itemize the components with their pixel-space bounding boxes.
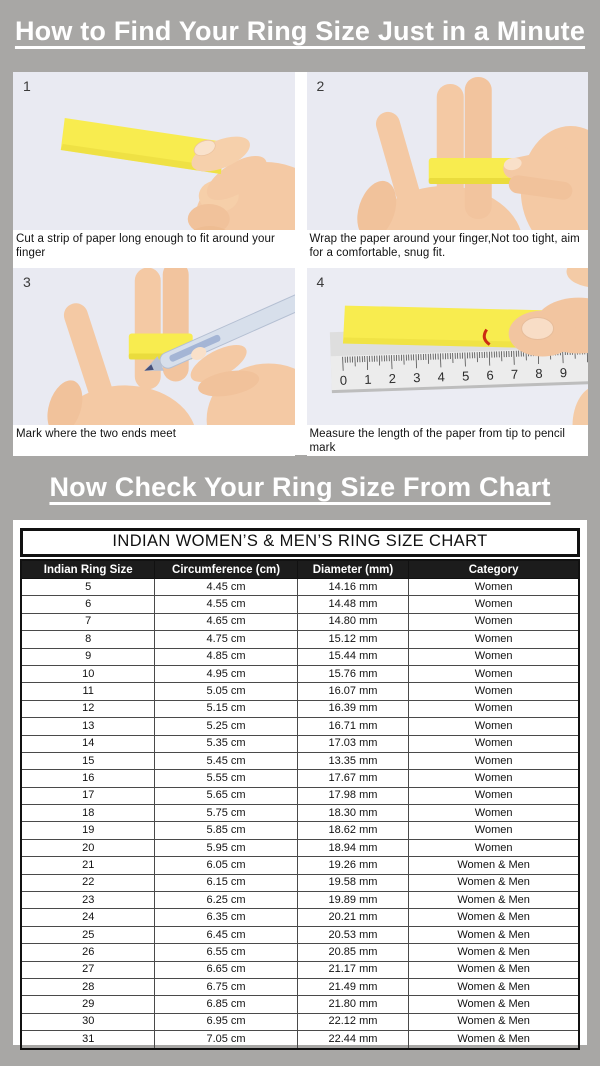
- ruler-number: 7: [510, 366, 518, 382]
- table-cell: 29: [21, 996, 155, 1013]
- step-1-caption: Cut a strip of paper long enough to fit around your finger: [13, 230, 295, 262]
- table-cell: 8: [21, 631, 155, 648]
- table-cell: 17.03 mm: [297, 735, 409, 752]
- table-cell: 5: [21, 579, 155, 596]
- table-cell: Women & Men: [409, 1013, 579, 1030]
- table-cell: 18: [21, 805, 155, 822]
- table-cell: 5.95 cm: [155, 839, 297, 856]
- table-row: [21, 718, 579, 735]
- step-3-number: 3: [23, 274, 31, 290]
- ruler-number: 2: [387, 370, 396, 387]
- table-cell: 6.85 cm: [155, 996, 297, 1013]
- step-4: [307, 268, 589, 456]
- table-row: [21, 735, 579, 752]
- table-row: [21, 787, 579, 804]
- table-cell: Women & Men: [409, 892, 579, 909]
- table-cell: 22: [21, 874, 155, 891]
- size-chart-table: [20, 559, 580, 1050]
- step-1: [13, 72, 295, 262]
- table-cell: Women: [409, 579, 579, 596]
- table-row: [21, 579, 579, 596]
- table-row: [21, 874, 579, 891]
- table-cell: 16.07 mm: [297, 683, 409, 700]
- page-title: How to Find Your Ring Size Just in a Minute: [14, 16, 586, 46]
- table-cell: 21.17 mm: [297, 961, 409, 978]
- step-3: [13, 268, 295, 456]
- table-cell: Women: [409, 718, 579, 735]
- table-cell: 9: [21, 648, 155, 665]
- ruler-illustration: [307, 268, 589, 425]
- table-cell: 18.62 mm: [297, 822, 409, 839]
- table-cell: Women & Men: [409, 926, 579, 943]
- table-cell: 6.25 cm: [155, 892, 297, 909]
- table-cell: 4.95 cm: [155, 665, 297, 682]
- table-cell: 15.76 mm: [297, 665, 409, 682]
- ruler-number: 8: [534, 365, 543, 382]
- table-cell: 5.45 cm: [155, 752, 297, 769]
- table-cell: 23: [21, 892, 155, 909]
- table-row: [21, 596, 579, 613]
- size-table-body: [21, 579, 579, 1049]
- step-2-photo: [307, 72, 589, 230]
- step-2-caption: Wrap the paper around your finger,Not too tight, aim for a comfortable, snug fit.: [307, 230, 589, 262]
- table-cell: 6.75 cm: [155, 978, 297, 995]
- table-cell: 5.65 cm: [155, 787, 297, 804]
- step-4-number: 4: [316, 274, 325, 290]
- table-cell: 26: [21, 944, 155, 961]
- table-cell: 10: [21, 665, 155, 682]
- table-cell: Women: [409, 613, 579, 630]
- step-3-photo: [13, 268, 295, 425]
- table-row: [21, 805, 579, 822]
- table-cell: Women & Men: [409, 1031, 579, 1049]
- table-row: [21, 892, 579, 909]
- table-cell: Women: [409, 805, 579, 822]
- column-header: Circumference (cm): [155, 560, 297, 579]
- table-row: [21, 752, 579, 769]
- ruler-number: 6: [485, 367, 494, 383]
- table-row: [21, 996, 579, 1013]
- table-row: [21, 770, 579, 787]
- paper-strip-illustration: [13, 72, 295, 230]
- table-cell: 6.65 cm: [155, 961, 297, 978]
- table-cell: Women: [409, 822, 579, 839]
- table-cell: 4.65 cm: [155, 613, 297, 630]
- table-cell: 5.35 cm: [155, 735, 297, 752]
- table-row: [21, 926, 579, 943]
- table-row: [21, 683, 579, 700]
- ruler-number: 9: [559, 364, 567, 381]
- table-cell: 17.67 mm: [297, 770, 409, 787]
- table-cell: 5.05 cm: [155, 683, 297, 700]
- table-cell: 5.85 cm: [155, 822, 297, 839]
- table-cell: 28: [21, 978, 155, 995]
- table-cell: 14.16 mm: [297, 579, 409, 596]
- table-cell: 21: [21, 857, 155, 874]
- table-cell: Women & Men: [409, 978, 579, 995]
- ruler-number: 0: [339, 372, 347, 388]
- table-cell: 19: [21, 822, 155, 839]
- column-header: Diameter (mm): [297, 560, 409, 579]
- table-cell: 18.94 mm: [297, 839, 409, 856]
- step-3-caption: Mark where the two ends meet: [13, 425, 295, 456]
- step-1-photo: [13, 72, 295, 230]
- table-cell: 16: [21, 770, 155, 787]
- table-cell: 5.15 cm: [155, 700, 297, 717]
- table-cell: 14.48 mm: [297, 596, 409, 613]
- table-cell: 22.44 mm: [297, 1031, 409, 1049]
- wrap-finger-illustration: [307, 72, 589, 230]
- step-4-photo: [307, 268, 589, 425]
- table-row: [21, 700, 579, 717]
- steps-grid: [13, 72, 588, 455]
- step-2: [307, 72, 589, 262]
- table-cell: 6.15 cm: [155, 874, 297, 891]
- table-cell: 17.98 mm: [297, 787, 409, 804]
- ruler-number: 5: [461, 368, 470, 384]
- table-row: [21, 857, 579, 874]
- table-row: [21, 839, 579, 856]
- table-row: [21, 613, 579, 630]
- table-cell: 16.71 mm: [297, 718, 409, 735]
- table-cell: 21.80 mm: [297, 996, 409, 1013]
- step-1-number: 1: [23, 78, 31, 94]
- table-cell: Women: [409, 770, 579, 787]
- table-cell: Women: [409, 735, 579, 752]
- table-cell: 15: [21, 752, 155, 769]
- table-row: [21, 631, 579, 648]
- table-cell: 6.55 cm: [155, 944, 297, 961]
- table-cell: 7.05 cm: [155, 1031, 297, 1049]
- table-row: [21, 1031, 579, 1049]
- table-cell: 4.55 cm: [155, 596, 297, 613]
- table-row: [21, 944, 579, 961]
- table-cell: 19.58 mm: [297, 874, 409, 891]
- column-header: Indian Ring Size: [21, 560, 155, 579]
- table-cell: 12: [21, 700, 155, 717]
- table-cell: Women & Men: [409, 996, 579, 1013]
- table-cell: 4.45 cm: [155, 579, 297, 596]
- table-row: [21, 978, 579, 995]
- table-cell: 11: [21, 683, 155, 700]
- table-row: [21, 961, 579, 978]
- table-cell: Women & Men: [409, 909, 579, 926]
- table-cell: 14.80 mm: [297, 613, 409, 630]
- table-cell: 7: [21, 613, 155, 630]
- table-row: [21, 1013, 579, 1030]
- table-cell: 6.35 cm: [155, 909, 297, 926]
- table-cell: 13.35 mm: [297, 752, 409, 769]
- table-cell: 4.75 cm: [155, 631, 297, 648]
- table-cell: 14: [21, 735, 155, 752]
- table-cell: 24: [21, 909, 155, 926]
- table-cell: Women: [409, 683, 579, 700]
- table-cell: 5.75 cm: [155, 805, 297, 822]
- table-cell: Women: [409, 839, 579, 856]
- table-cell: 20.21 mm: [297, 909, 409, 926]
- table-cell: Women & Men: [409, 874, 579, 891]
- table-cell: 6: [21, 596, 155, 613]
- mark-pen-illustration: [13, 268, 295, 425]
- table-cell: 4.85 cm: [155, 648, 297, 665]
- table-cell: 20: [21, 839, 155, 856]
- table-cell: 16.39 mm: [297, 700, 409, 717]
- table-cell: Women: [409, 752, 579, 769]
- table-cell: 19.26 mm: [297, 857, 409, 874]
- table-cell: Women: [409, 631, 579, 648]
- table-cell: 6.95 cm: [155, 1013, 297, 1030]
- table-cell: 5.25 cm: [155, 718, 297, 735]
- table-cell: 6.05 cm: [155, 857, 297, 874]
- size-chart-card: [13, 520, 587, 1045]
- table-cell: 17: [21, 787, 155, 804]
- table-cell: 22.12 mm: [297, 1013, 409, 1030]
- table-cell: 30: [21, 1013, 155, 1030]
- table-cell: Women & Men: [409, 961, 579, 978]
- table-row: [21, 909, 579, 926]
- table-cell: Women: [409, 596, 579, 613]
- table-cell: 20.85 mm: [297, 944, 409, 961]
- table-cell: 18.30 mm: [297, 805, 409, 822]
- table-cell: 6.45 cm: [155, 926, 297, 943]
- table-cell: 20.53 mm: [297, 926, 409, 943]
- table-row: [21, 822, 579, 839]
- table-cell: Women & Men: [409, 857, 579, 874]
- table-cell: Women: [409, 787, 579, 804]
- table-cell: Women & Men: [409, 944, 579, 961]
- chart-section-title: Now Check Your Ring Size From Chart: [49, 472, 551, 502]
- table-row: [21, 648, 579, 665]
- step-2-number: 2: [316, 78, 325, 94]
- table-cell: Women: [409, 700, 579, 717]
- size-chart-heading: INDIAN WOMEN’S & MEN’S RING SIZE CHART: [20, 528, 580, 557]
- ruler-number: 1: [363, 371, 372, 388]
- header-row: [21, 560, 579, 579]
- table-cell: 15.12 mm: [297, 631, 409, 648]
- table-cell: 21.49 mm: [297, 978, 409, 995]
- table-cell: 25: [21, 926, 155, 943]
- table-cell: 15.44 mm: [297, 648, 409, 665]
- ruler-number: 3: [412, 370, 421, 386]
- table-cell: Women: [409, 665, 579, 682]
- table-cell: 27: [21, 961, 155, 978]
- ruler-number: 4: [436, 369, 445, 385]
- table-cell: 5.55 cm: [155, 770, 297, 787]
- table-cell: 13: [21, 718, 155, 735]
- column-header: Category: [409, 560, 579, 579]
- step-4-caption: Measure the length of the paper from tip to pencil mark: [307, 425, 589, 456]
- table-row: [21, 665, 579, 682]
- table-cell: 31: [21, 1031, 155, 1049]
- table-cell: 19.89 mm: [297, 892, 409, 909]
- table-cell: Women: [409, 648, 579, 665]
